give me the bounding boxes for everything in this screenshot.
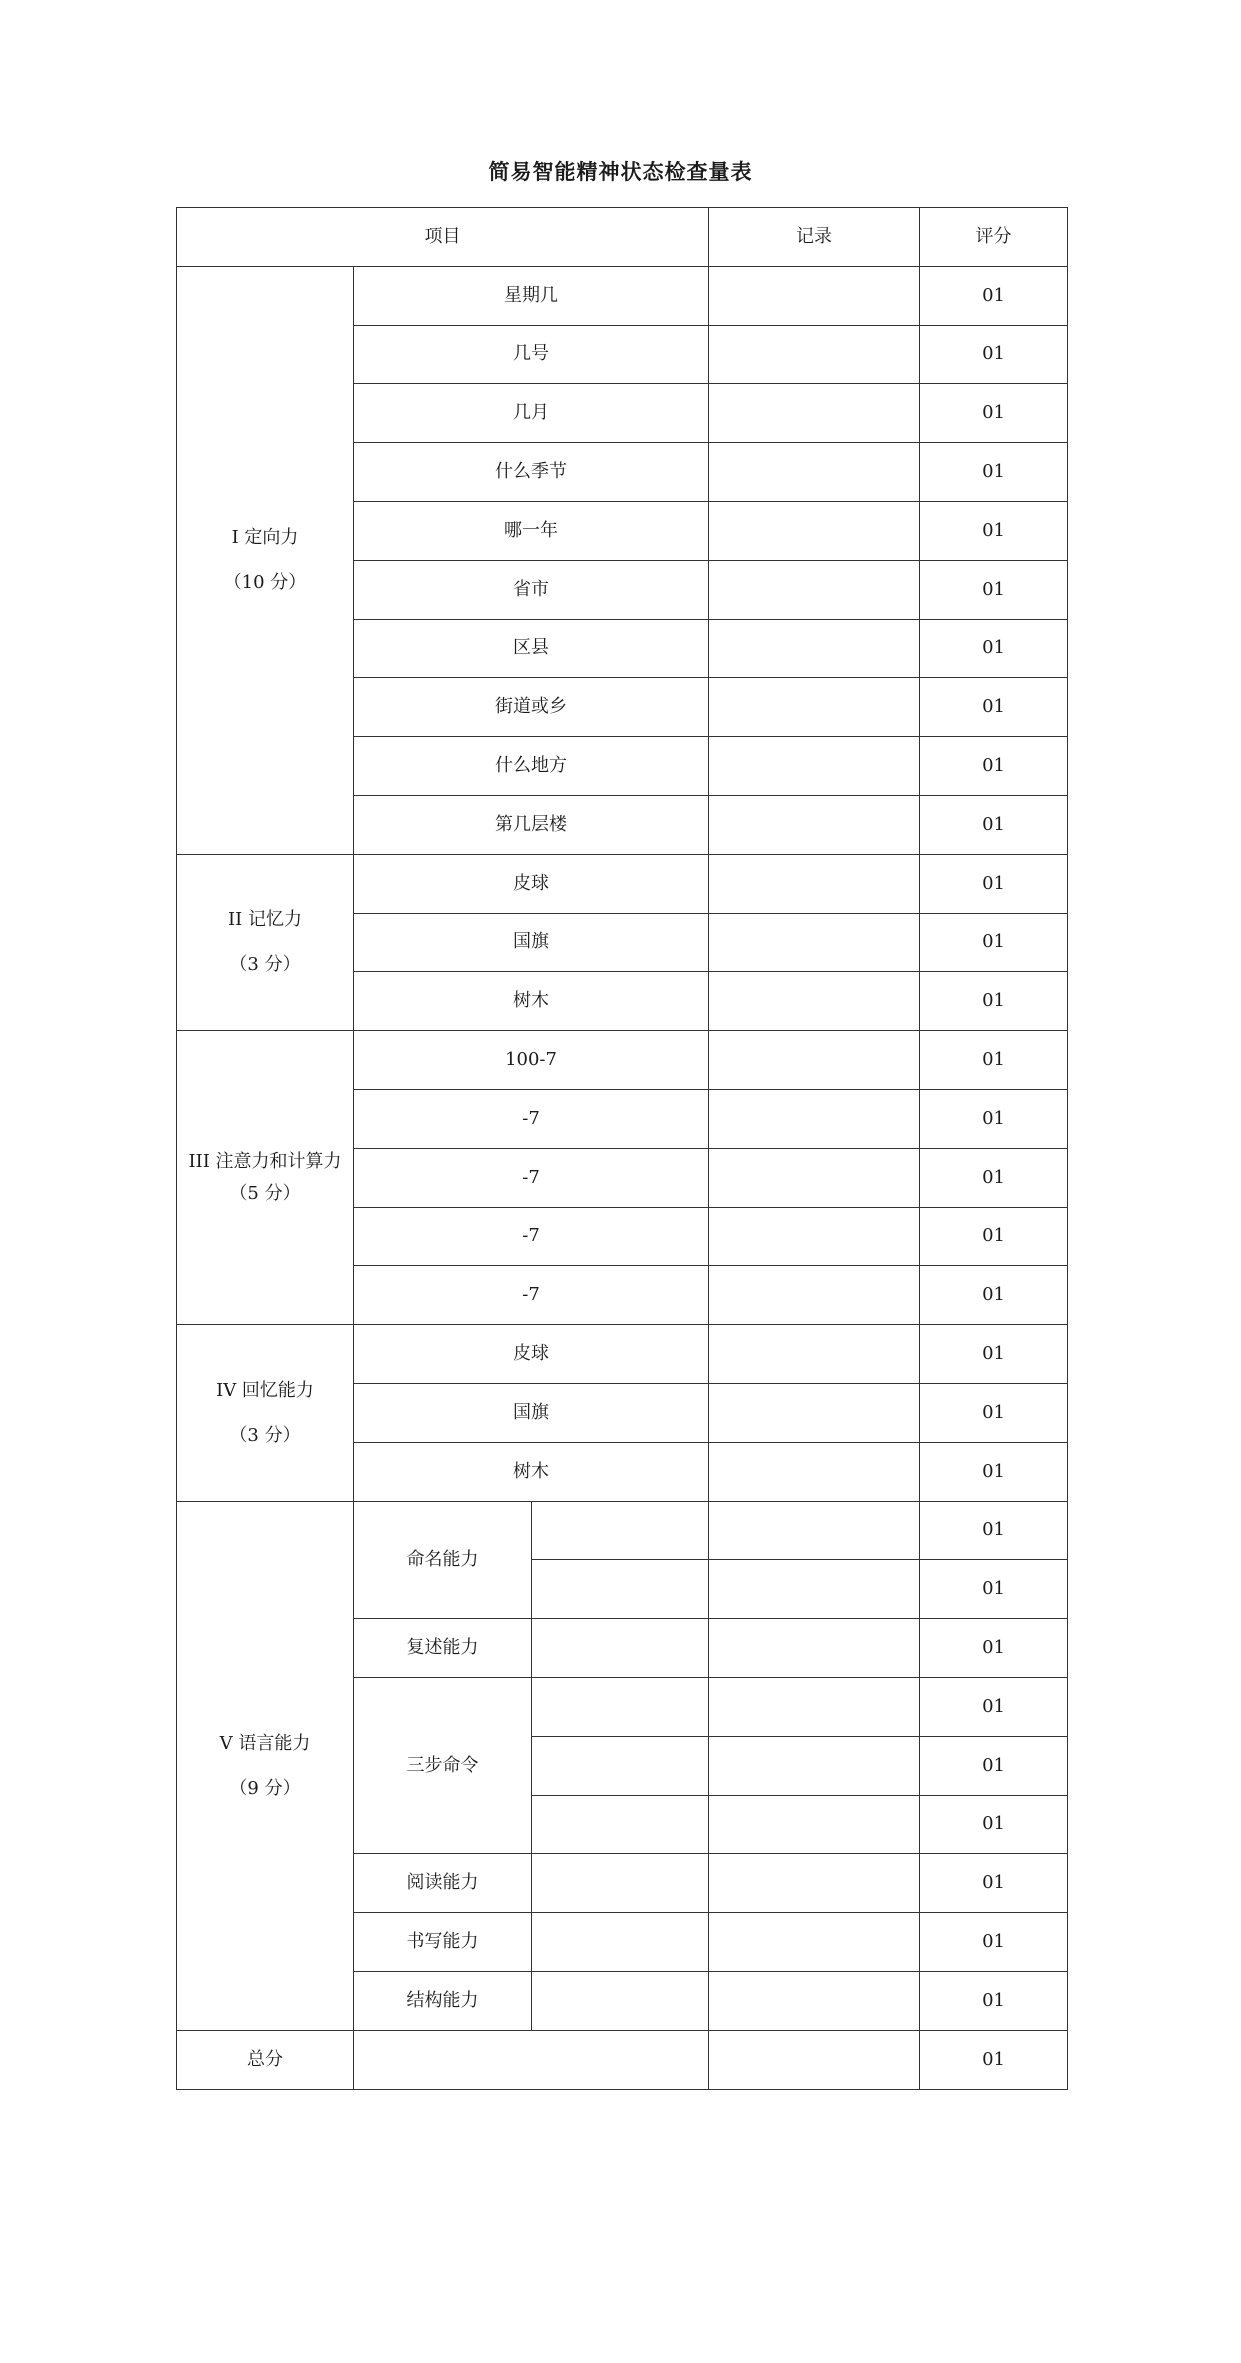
section-orientation [177,266,354,854]
item-label: 街道或乡 [354,678,709,737]
record-cell[interactable] [709,1560,920,1619]
item-label: 什么地方 [354,737,709,796]
score-cell[interactable]: 01 [920,1266,1068,1325]
table-row [177,1031,1068,1090]
header-row [177,208,1068,267]
item-label: 几号 [354,325,709,384]
total-record-cell[interactable] [709,2030,920,2089]
record-cell[interactable] [709,972,920,1031]
table-row [177,266,1068,325]
score-cell[interactable]: 01 [920,1148,1068,1207]
record-cell[interactable] [709,1266,920,1325]
item-label: 100-7 [354,1031,709,1090]
table-row [177,1501,1068,1560]
record-cell[interactable] [709,443,920,502]
section-name: III 注意力和计算力 [188,1150,342,1172]
record-cell[interactable] [709,913,920,972]
score-cell[interactable]: 01 [920,1442,1068,1501]
record-cell[interactable] [709,560,920,619]
item-label: 第几层楼 [354,795,709,854]
item-label: 结构能力 [354,1971,532,2030]
header-score: 评分 [920,208,1068,267]
record-cell[interactable] [709,1854,920,1913]
total-row [177,2030,1068,2089]
score-cell[interactable]: 01 [920,1854,1068,1913]
score-cell[interactable]: 01 [920,266,1068,325]
section-points: （3 分） [229,954,301,976]
item-label: 什么季节 [354,443,709,502]
detail-cell[interactable] [532,1971,709,2030]
score-cell[interactable]: 01 [920,1501,1068,1560]
header-record: 记录 [709,208,920,267]
record-cell[interactable] [709,1442,920,1501]
score-cell[interactable]: 01 [920,1795,1068,1854]
record-cell[interactable] [709,1325,920,1384]
record-cell[interactable] [709,1971,920,2030]
record-cell[interactable] [709,1677,920,1736]
detail-cell[interactable] [532,1560,709,1619]
section-memory [177,854,354,1030]
record-cell[interactable] [709,325,920,384]
section-recall [177,1325,354,1501]
record-cell[interactable] [709,1383,920,1442]
score-cell[interactable]: 01 [920,1619,1068,1678]
item-label: 命名能力 [354,1501,532,1619]
detail-cell[interactable] [532,1913,709,1972]
record-cell[interactable] [709,1913,920,1972]
score-cell[interactable]: 01 [920,1031,1068,1090]
item-label: -7 [354,1266,709,1325]
item-label: -7 [354,1089,709,1148]
item-label: 三步命令 [354,1677,532,1853]
record-cell[interactable] [709,266,920,325]
section-points: （10 分） [223,572,307,594]
item-label: -7 [354,1207,709,1266]
score-cell[interactable]: 01 [920,1089,1068,1148]
item-label: 星期几 [354,266,709,325]
score-cell[interactable]: 01 [920,913,1068,972]
record-cell[interactable] [709,1148,920,1207]
total-score-cell[interactable]: 01 [920,2030,1068,2089]
item-label: 省市 [354,560,709,619]
score-cell[interactable]: 01 [920,384,1068,443]
record-cell[interactable] [709,678,920,737]
detail-cell[interactable] [532,1736,709,1795]
item-label: 国旗 [354,1383,709,1442]
detail-cell[interactable] [532,1619,709,1678]
score-cell[interactable]: 01 [920,1971,1068,2030]
item-label: 复述能力 [354,1619,532,1678]
detail-cell[interactable] [532,1677,709,1736]
item-label: 几月 [354,384,709,443]
record-cell[interactable] [709,737,920,796]
header-item: 项目 [177,208,709,267]
item-label: 书写能力 [354,1913,532,1972]
record-cell[interactable] [709,795,920,854]
record-cell[interactable] [709,1031,920,1090]
score-cell[interactable]: 01 [920,619,1068,678]
item-label: 国旗 [354,913,709,972]
total-detail-cell[interactable] [354,2030,709,2089]
score-cell[interactable]: 01 [920,1207,1068,1266]
record-cell[interactable] [709,1736,920,1795]
score-cell[interactable]: 01 [920,972,1068,1031]
score-cell[interactable]: 01 [920,325,1068,384]
score-cell[interactable]: 01 [920,1677,1068,1736]
score-cell[interactable]: 01 [920,560,1068,619]
section-name: I 定向力 [231,527,299,549]
record-cell[interactable] [709,619,920,678]
section-name: IV 回忆能力 [216,1379,314,1401]
item-label: 阅读能力 [354,1854,532,1913]
section-attention [177,1031,354,1325]
item-label: 树木 [354,972,709,1031]
record-cell[interactable] [709,501,920,560]
detail-cell[interactable] [532,1501,709,1560]
score-cell[interactable]: 01 [920,678,1068,737]
item-label: 哪一年 [354,501,709,560]
score-cell[interactable]: 01 [920,501,1068,560]
item-label: 区县 [354,619,709,678]
item-label: 皮球 [354,1325,709,1384]
detail-cell[interactable] [532,1795,709,1854]
section-language [177,1501,354,2030]
record-cell[interactable] [709,1501,920,1560]
table-row [177,854,1068,913]
record-cell[interactable] [709,1089,920,1148]
score-cell[interactable]: 01 [920,1383,1068,1442]
section-points: （5 分） [229,1182,301,1204]
record-cell[interactable] [709,854,920,913]
score-cell[interactable]: 01 [920,854,1068,913]
score-cell[interactable]: 01 [920,1913,1068,1972]
section-points: （9 分） [229,1777,301,1799]
record-cell[interactable] [709,1207,920,1266]
score-cell[interactable]: 01 [920,795,1068,854]
score-cell[interactable]: 01 [920,1736,1068,1795]
item-label: 皮球 [354,854,709,913]
record-cell[interactable] [709,384,920,443]
item-label: -7 [354,1148,709,1207]
section-name: II 记忆力 [228,909,302,931]
score-cell[interactable]: 01 [920,1560,1068,1619]
score-cell[interactable]: 01 [920,1325,1068,1384]
item-label: 树木 [354,1442,709,1501]
assessment-table [176,207,1068,2090]
score-cell[interactable]: 01 [920,737,1068,796]
section-points: （3 分） [229,1424,301,1446]
table-row [177,1325,1068,1384]
record-cell[interactable] [709,1795,920,1854]
score-cell[interactable]: 01 [920,443,1068,502]
detail-cell[interactable] [532,1854,709,1913]
section-name: V 语言能力 [219,1732,311,1754]
total-label: 总分 [177,2030,354,2089]
record-cell[interactable] [709,1619,920,1678]
page-title: 简易智能精神状态检查量表 [488,160,753,184]
